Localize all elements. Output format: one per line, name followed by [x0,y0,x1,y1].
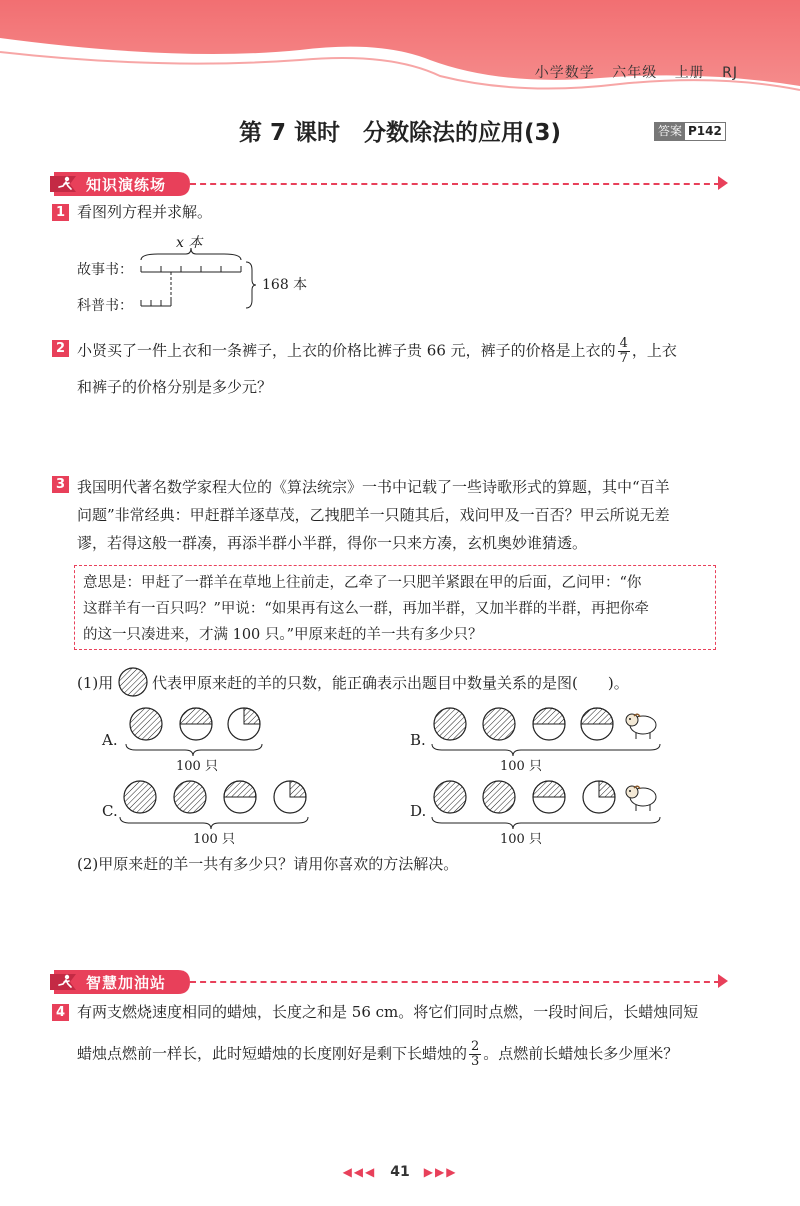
hatched-circle-icon [117,666,149,698]
section-header-wisdom [50,970,740,994]
row-label-science: 科普书： [77,298,133,314]
sub-question-1-prefix: (1)用 [77,674,114,692]
arrow-right-icon [718,974,728,988]
fraction-denominator: 7 [619,351,628,366]
right-arrows-icon: ▶▶▶ [423,1165,458,1179]
question-line: 我国明代著名数学家程大位的《算法统宗》一书中记载了一些诗歌形式的算题，其中“百羊 [77,478,670,496]
running-figure-icon [56,974,74,990]
edition-label: RJ [722,65,738,81]
option-c-total-label: 100 只 [193,832,235,847]
question-text: 有两支燃烧速度相同的蜡烛，长度之和是 56 cm。将它们同时点燃，一段时间后，长蜡烛同短 [77,1003,699,1021]
option-b-label[interactable]: B. [410,731,426,749]
grade-label: 六年级 [612,65,658,81]
question-number: 3 [52,476,69,493]
question-text-continued [77,1040,678,1069]
question-text [77,337,737,366]
fraction [469,1040,481,1069]
option-d-label[interactable]: D. [410,802,427,820]
question-text-continued: 和裤子的价格分别是多少元？ [77,378,273,396]
fraction [618,337,630,366]
option-b-total-label: 100 只 [500,759,542,774]
section-divider [190,981,720,983]
sub-question-1-text: 代表甲原来赶的羊的只数，能正确表示出题目中数量关系的是图( )。 [152,674,629,692]
option-d-diagram[interactable] [432,781,660,829]
section-title-wisdom: 智慧加油站 [86,974,167,992]
page-title: 第 7 课时 分数除法的应用(3) [238,120,562,146]
explanation-box [74,565,716,650]
question-number: 4 [52,1004,69,1021]
question-line: 谬，若得这般一群凑，再添半群小半群，得你一只来方凑，玄机奥妙谁猜透。 [77,534,588,552]
total-label: 168 本 [262,277,308,293]
fraction-denominator: 3 [471,1054,480,1069]
question-text [77,473,670,557]
options-diagrams [0,700,800,850]
option-b-diagram[interactable] [432,708,660,756]
question-number: 2 [52,340,69,357]
explanation-line: 意思是：甲赶了一群羊在草地上往前走，乙牵了一只肥羊紧跟在甲的后面，乙问甲：“你 [83,575,642,591]
segment-diagram [138,248,263,313]
section-header-practice [50,172,740,196]
answer-label: 答案 [655,123,685,140]
option-c-diagram[interactable] [120,781,308,829]
section-title-practice: 知识演练场 [86,176,167,194]
running-figure-icon [56,176,74,192]
subject-label: 小学数学 [534,65,595,81]
option-a-diagram[interactable] [126,708,262,756]
option-c-label[interactable]: C. [102,802,118,820]
fraction-numerator: 4 [619,336,628,351]
left-arrows-icon: ◀◀◀ [342,1165,377,1179]
header-breadcrumb [523,62,738,82]
page-number: 41 [390,1164,410,1180]
volume-label: 上册 [674,65,705,81]
row-label-stories: 故事书： [77,262,133,278]
fraction-numerator: 2 [471,1039,480,1054]
explanation-line: 的这一只凑进来，才满 100 只。”甲原来赶的羊一共有多少只？ [83,627,483,643]
explanation-line: 这群羊有一百只吗？”甲说：“如果再有这么一群，再加半群，又加半群的半群，再把你牵 [83,601,649,617]
question-text-part: 小贤买了一件上衣和一条裤子，上衣的价格比裤子贵 66 元，裤子的价格是上衣的 [77,341,616,360]
question-number: 1 [52,204,69,221]
question-text-part: 蜡烛点燃前一样长，此时短蜡烛的长度刚好是剩下长蜡烛的 [77,1044,468,1063]
x-label: x 本 [176,235,203,251]
question-text-part: ，上衣 [631,341,677,360]
page-footer [0,1164,800,1180]
sub-question-2: (2)甲原来赶的羊一共有多少只？请用你喜欢的方法解决。 [77,855,459,873]
question-text: 看图列方程并求解。 [77,203,213,221]
option-a-label[interactable]: A. [102,731,118,749]
option-a-total-label: 100 只 [176,759,218,774]
section-divider [190,183,720,185]
answer-page: P142 [688,124,722,138]
question-text-part: 。点燃前长蜡烛长多少厘米？ [483,1044,679,1063]
answer-page-badge[interactable] [654,122,726,141]
option-d-total-label: 100 只 [500,832,542,847]
question-line: 问题”非常经典：甲赶群羊逐草茂，乙拽肥羊一只随其后，戏问甲及一百否？甲云所说无差 [77,506,670,524]
arrow-right-icon [718,176,728,190]
